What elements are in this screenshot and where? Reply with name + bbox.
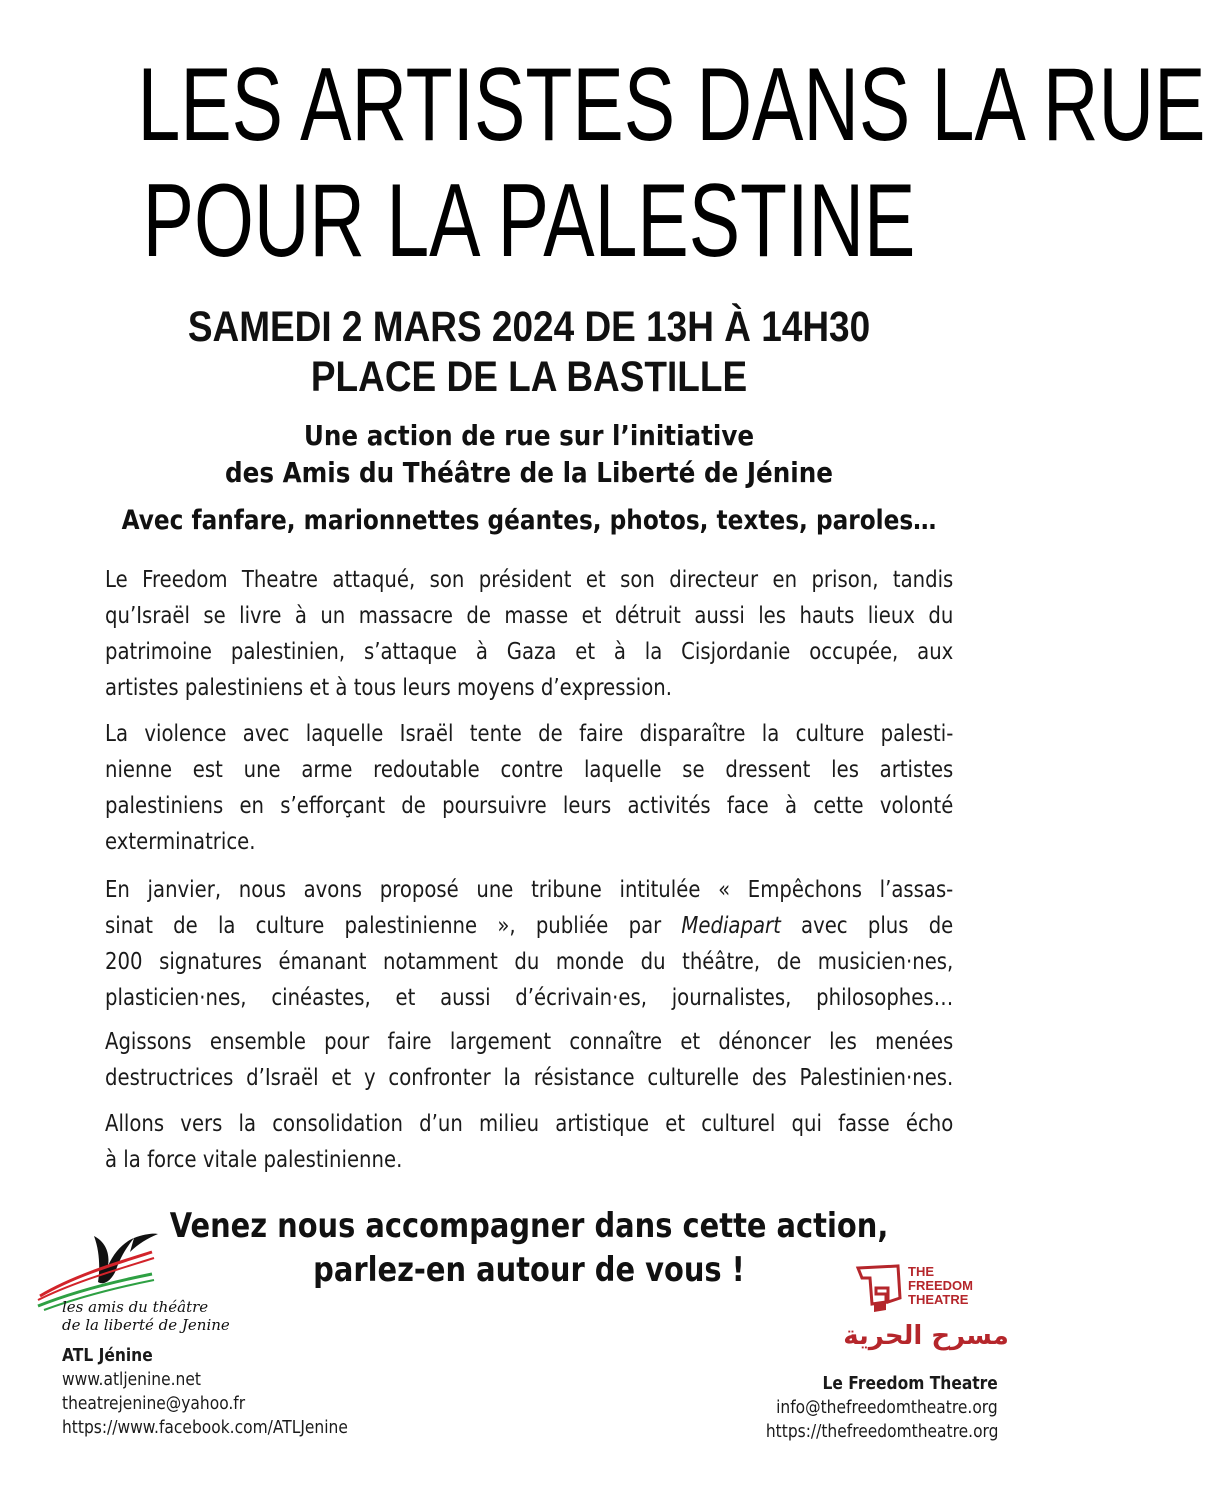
event-place: PLACE DE LA BASTILLE — [310, 353, 748, 401]
website-link[interactable]: https://thefreedomtheatre.org — [765, 1421, 998, 1442]
publication-name: Mediapart — [681, 913, 781, 939]
paragraph-line: Agissons ensemble pour faire largement connaître et dénoncer les menées — [105, 1029, 954, 1055]
paragraph-line: Allons vers la consolidation d’un milieu artistique et culturel qui fasse écho — [105, 1111, 954, 1137]
tagline-extras: Avec fanfare, marionnettes géantes, photos, textes, paroles… — [121, 505, 937, 536]
website-link[interactable]: www.atljenine.net — [62, 1369, 201, 1390]
paragraph-text: sinat de la culture palestinienne », publiée par — [105, 913, 682, 939]
logo-text-line-1: les amis du théâtre — [62, 1298, 209, 1316]
atl-jenine-logo — [34, 1230, 254, 1342]
paragraph-line: artistes palestiniens et à tous leurs moyens d’expression. — [105, 675, 672, 701]
paragraph-1 — [105, 562, 953, 706]
paragraph-5 — [105, 1106, 953, 1178]
freedom-theatre-logo — [843, 1258, 1009, 1360]
paragraph-line: En janvier, nous avons proposé une tribune intitulée « Empêchons l’assas- — [105, 877, 954, 903]
email-link[interactable]: theatrejenine@yahoo.fr — [62, 1393, 246, 1414]
contact-freedom-theatre — [728, 1372, 998, 1444]
paragraph-line: Le Freedom Theatre attaqué, son président et son directeur en prison, tandis — [105, 567, 954, 593]
paragraph-line: palestiniens en s’efforçant de poursuivre leurs activités face à cette volonté — [105, 793, 954, 819]
logo-text-arabic: مسرح الحرية — [843, 1321, 1009, 1351]
paragraph-line: qu’Israël se livre à un massacre de masse et détruit aussi les hauts lieux du — [105, 603, 954, 629]
contact-name: Le Freedom Theatre — [822, 1373, 998, 1394]
paragraph-line: nienne est une arme redoutable contre laquelle se dressent les artistes — [105, 757, 954, 783]
paragraph-line: exterminatrice. — [105, 829, 256, 855]
tagline-line-1: Une action de rue sur l’initiative — [303, 419, 755, 452]
logo-text-the: THE — [908, 1264, 934, 1279]
paragraph-line: La violence avec laquelle Israël tente de faire disparaître la culture palesti- — [105, 721, 954, 747]
paragraph-line: plasticien·nes, cinéastes, et aussi d’écrivain·es, journalistes, philosophes… — [105, 985, 954, 1011]
paragraph-line: destructrices d’Israël et y confronter la résistance culturelle des Palestinien·nes. — [105, 1065, 954, 1091]
paragraph-line: 200 signatures émanant notamment du monde du théâtre, de musicien·nes, — [105, 949, 954, 975]
contact-atl-jenine — [62, 1344, 394, 1440]
paragraph-4 — [105, 1024, 953, 1096]
call-to-action-line-1: Venez nous accompagner dans cette action, — [169, 1206, 889, 1246]
main-title-line-1: LES ARTISTES DANS LA RUE — [137, 47, 1205, 163]
email-link[interactable]: info@thefreedomtheatre.org — [776, 1397, 998, 1418]
logo-text-theatre: THEATRE — [908, 1292, 969, 1307]
facebook-link[interactable]: https://www.facebook.com/ATLJenine — [62, 1417, 348, 1438]
paragraph-2 — [105, 716, 953, 860]
contact-name: ATL Jénine — [62, 1345, 153, 1366]
paragraph-line: à la force vitale palestinienne. — [105, 1147, 403, 1173]
paragraph-3 — [105, 872, 953, 1016]
logo-text-freedom: FREEDOM — [908, 1278, 973, 1293]
call-to-action-line-2: parlez-en autour de vous ! — [313, 1250, 745, 1290]
main-title-line-2: POUR LA PALESTINE — [142, 163, 916, 279]
paragraph-line — [105, 908, 953, 944]
event-date: SAMEDI 2 MARS 2024 DE 13H À 14H30 — [187, 303, 871, 351]
logo-text-line-2: de la liberté de Jenine — [62, 1316, 230, 1334]
tagline-line-2: des Amis du Théâtre de la Liberté de Jénine — [224, 456, 834, 489]
paragraph-line: patrimoine palestinien, s’attaque à Gaza et à la Cisjordanie occupée, aux — [105, 639, 954, 665]
paragraph-text: avec plus de — [780, 913, 954, 939]
